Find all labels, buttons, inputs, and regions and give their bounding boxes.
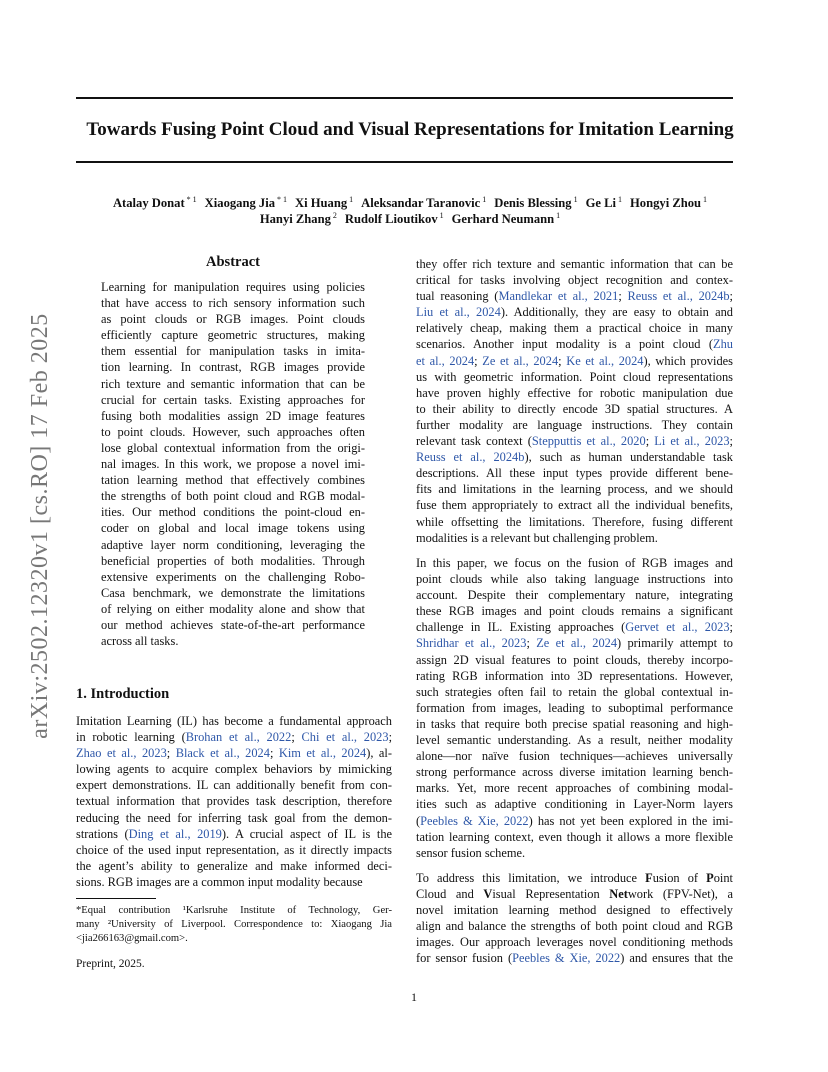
text-line [416, 603, 733, 619]
text-run: ; [618, 289, 628, 304]
text-run: the agent’s ability to generalize and make informed deci- [76, 858, 392, 873]
text-line [416, 449, 733, 465]
text-line [416, 433, 733, 449]
text-run: ; [729, 289, 733, 304]
text-line: that have access to rich sensory information such [101, 296, 365, 311]
title-rule-bottom [76, 161, 733, 163]
text-run: In this paper, we focus on the fusion of RGB images and [416, 556, 733, 570]
citation-link[interactable]: Zhu [713, 337, 733, 352]
text-run: expert demonstrations. IL can additionally benefit from con- [76, 778, 392, 793]
footnote-line: <jia266163@gmail.com>. [76, 933, 188, 945]
text-run: in tasks that require both precise spatial reasoning and high- [416, 716, 733, 731]
text-line: tion learning. In contrast, RGB images provide [101, 360, 365, 375]
text-run: ; [388, 730, 392, 745]
text-line [76, 793, 392, 809]
author-name-text: Denis Blessing [494, 196, 572, 211]
text-run: account. Despite their complementary nature, integrating [416, 588, 733, 603]
text-line [416, 732, 733, 748]
text-run: further modality are language instructions. They contain [416, 417, 733, 432]
page-number: 1 [411, 990, 417, 1004]
author-affiliation-mark: 1 [480, 195, 487, 204]
author-name-text: Gerhard Neumann [451, 212, 555, 227]
text-run: ; [526, 636, 537, 651]
author-name [452, 212, 561, 226]
citation-link[interactable]: Black et al., 2024 [175, 746, 270, 761]
citation-link[interactable]: Peebles & Xie, 2022 [512, 951, 621, 966]
text-run: ; [291, 730, 302, 745]
citation-link[interactable]: Ze et al., 2024 [536, 636, 618, 651]
author-affiliation-mark: 1 [571, 195, 578, 204]
text-run: strong performance across diverse imitation learning bench- [416, 765, 733, 780]
citation-link[interactable]: Shridhar et al., 2023 [416, 636, 527, 651]
text-line: efficiently capture geometric structures, making [101, 328, 365, 343]
text-line [416, 465, 733, 481]
author-affiliation-mark: * 1 [184, 195, 197, 204]
author-affiliation-mark: * 1 [275, 195, 287, 204]
author-name-text: Hanyi Zhang [259, 212, 331, 227]
preprint-note: Preprint, 2025. [76, 958, 145, 970]
author-name-text: Atalay Donat [112, 196, 185, 211]
text-line [416, 587, 733, 603]
text-line [416, 845, 733, 861]
text-line [76, 842, 392, 858]
text-run: marks. Yet, more recent approaches of combining modal- [416, 781, 733, 796]
author-affiliation-mark: 1 [554, 211, 561, 220]
text-line: fusing both modalities assign 2D image features [101, 408, 365, 423]
text-run: scenarios. Another input modality is a point cloud ( [416, 337, 714, 352]
text-line [416, 497, 733, 513]
text-line [416, 829, 733, 845]
right-column-paragraph-3 [416, 870, 733, 967]
text-line [416, 256, 733, 272]
text-run: have proven highly effective for robotic manipulation due [416, 385, 733, 400]
text-line [416, 796, 733, 812]
text-line: nal images. In this work, we propose a novel imi- [101, 457, 365, 472]
text-line [416, 401, 733, 417]
text-line: our method achieves state-of-the-art performance [101, 617, 365, 632]
text-line: extensive experiments on the challenging Robo- [101, 569, 365, 584]
text-run: ) has not yet been explored in the imi- [528, 813, 733, 828]
text-run: relatively cheap, making them a practical choice in many [416, 321, 733, 336]
author-affiliation-mark: 1 [701, 195, 708, 204]
author-name-text: Ge Li [585, 196, 616, 211]
text-line [416, 571, 733, 587]
text-line: Casa benchmark, we demonstrate the limitations [101, 585, 365, 600]
citation-link[interactable]: Mandlekar et al., 2021 [498, 289, 619, 304]
text-run: ; [729, 620, 733, 635]
text-line [416, 635, 733, 651]
text-run: point clouds while also taking language instructions into [416, 572, 733, 587]
citation-link[interactable]: Stepputtis et al., 2020 [531, 434, 646, 449]
text-line [416, 870, 733, 886]
text-line: beneficial properties of both modalities. Through [101, 553, 365, 568]
text-run: ; [269, 746, 279, 761]
citation-link[interactable]: Zhao et al., 2023 [76, 746, 167, 761]
text-line: of relying on either modality alone and show that [101, 601, 365, 616]
text-run: novel imitation learning method designed to effectively [416, 903, 733, 918]
text-line [416, 353, 733, 369]
citation-link[interactable]: Kim et al., 2024 [278, 746, 367, 761]
citation-link[interactable]: et al., 2024 [416, 353, 475, 368]
bold-letter: Net [609, 887, 628, 902]
text-line [416, 288, 733, 304]
text-line [76, 713, 392, 729]
footnote [76, 904, 392, 947]
text-run: assign 2D visual features to point clouds, thereby incorpo- [416, 652, 733, 667]
author-list-row-2 [40, 208, 780, 227]
text-run: to their ability to directly encode 3D spatial structures. A [416, 401, 733, 416]
text-run: formation from images, leading to suboptimal performance [416, 700, 733, 715]
text-line: to point clouds. However, such approaches often [101, 424, 365, 439]
text-run: images. Our approach leverages novel conditioning methods [416, 935, 733, 950]
citation-link[interactable]: Brohan et al., 2022 [185, 730, 292, 745]
text-run: strations ( [76, 826, 129, 841]
text-run: sensor fusion scheme. [416, 845, 526, 860]
text-run: To address this limitation, we introduce [416, 871, 646, 885]
right-column-paragraph-2 [416, 555, 733, 861]
text-line [416, 304, 733, 320]
abstract-body [101, 279, 365, 649]
text-line: adaptive layer norm conditioning, leveraging the [101, 537, 365, 552]
author-name [345, 212, 444, 226]
text-run: such strategies often fail to retain the global contextual in- [416, 684, 733, 699]
text-line [416, 385, 733, 401]
text-line: as point clouds or RGB images. Point clouds [101, 312, 365, 327]
text-line [76, 761, 392, 777]
text-run: these RGB images and point clouds remains a significant [416, 604, 733, 619]
citation-link[interactable]: Liu et al., 2024 [416, 305, 501, 320]
text-line: coder on global and local image tokens using [101, 521, 365, 536]
author-affiliation-mark: 1 [616, 195, 622, 204]
text-run: in robotic learning ( [76, 730, 186, 745]
citation-link[interactable]: Li et al., 2023 [654, 434, 730, 449]
footnote-line: many ²University of Liverpool. Correspondence to: Xiaogang Jia [76, 919, 392, 931]
text-line [416, 700, 733, 716]
footnote-rule [76, 898, 156, 899]
citation-link[interactable]: Chi et al., 2023 [301, 730, 389, 745]
text-line: the strengths of both point cloud and RGB modal- [101, 489, 365, 504]
text-run: ). A crucial aspect of IL is the [221, 826, 392, 841]
text-run: ities such as adaptive conditioning in Layer-Norm layers [416, 797, 733, 812]
text-line [416, 336, 733, 352]
text-line [416, 320, 733, 336]
text-line [416, 652, 733, 668]
citation-link[interactable]: Ze et al., 2024 [482, 353, 559, 368]
text-run: while offsetting the limitations. Therefore, fusing different [416, 514, 733, 529]
author-affiliation-mark: 2 [330, 211, 337, 220]
citation-link[interactable]: Ding et al., 2019 [128, 826, 222, 841]
text-line [416, 369, 733, 385]
text-line [416, 902, 733, 918]
author-name-text: Hongyi Zhou [630, 196, 702, 211]
text-run: ; [729, 434, 733, 449]
citation-link[interactable]: Reuss et al., 2024b [627, 289, 730, 304]
text-run: ). Additionally, they are easy to obtain and [500, 305, 733, 320]
author-name-text: Aleksandar Taranovic [361, 196, 481, 211]
text-run: ; [645, 434, 655, 449]
text-run: ), such as human understandable task [524, 450, 733, 465]
text-run: level semantic understanding. As a result, neither modality [416, 733, 733, 748]
text-line: ities. Our method conditions the point-cloud en- [101, 505, 365, 520]
citation-link[interactable]: Ke et al., 2024 [566, 353, 644, 368]
text-line [416, 417, 733, 433]
text-run: ), al- [366, 746, 392, 761]
text-run: textual information that provides task description, therefore [76, 794, 392, 809]
text-line [416, 555, 733, 571]
text-line [416, 780, 733, 796]
text-line: Learning for manipulation requires using policies [101, 280, 365, 294]
text-line [416, 619, 733, 635]
text-run: tation learning context, even though it allows a more flexible [416, 829, 733, 844]
citation-link[interactable]: Gervet et al., 2023 [625, 620, 730, 635]
text-line [416, 481, 733, 497]
text-run: us with geometric information. Point cloud representations [416, 369, 733, 384]
text-run: ; [166, 746, 176, 761]
text-line: crucial for certain tasks. Existing approaches for [101, 392, 365, 407]
abstract-heading: Abstract [206, 254, 260, 270]
text-run: lowing agents to acquire complex behaviors by mimicking [76, 762, 392, 777]
author-affiliation-mark: 1 [437, 211, 444, 220]
introduction-body [76, 713, 392, 890]
text-run: work (FPV-Net), a [627, 887, 733, 902]
text-run: ) primarily attempt to [617, 636, 733, 651]
text-run: descriptions. All these input types provide different bene- [416, 466, 733, 481]
text-run: ; [474, 353, 483, 368]
text-run: ; [558, 353, 567, 368]
text-line [416, 668, 733, 684]
author-name-text: Rudolf Lioutikov [344, 212, 438, 227]
text-run: challenge in IL. Existing approaches ( [416, 620, 626, 635]
text-line [76, 858, 392, 874]
paper-title: Towards Fusing Point Cloud and Visual Representations for Imitation Learning [86, 119, 734, 140]
text-line: tation learning method that effectively combines [101, 473, 365, 488]
text-line [76, 777, 392, 793]
text-run: isual Representation [492, 887, 610, 902]
text-run: fits and limitations in the learning process, and we should [416, 482, 733, 497]
text-run: rating RGB information into 3D representations. However, [416, 668, 733, 683]
text-run: relevant task context ( [416, 434, 532, 449]
text-run: reducing the need for inferring task goal from the demon- [76, 810, 392, 825]
introduction-heading: 1. Introduction [76, 686, 170, 702]
text-run: tual reasoning ( [416, 289, 499, 304]
text-line [76, 826, 392, 842]
text-run: sions. RGB images are a common input modality because [76, 874, 363, 889]
text-line [416, 918, 733, 934]
text-line: lose global contextual information from the origi- [101, 440, 365, 455]
text-run: Cloud and [416, 887, 484, 902]
text-run: oint [713, 871, 733, 885]
text-line: them essential for manipulation tasks in imita- [101, 344, 365, 359]
arxiv-stamp: arXiv:2502.12320v1 [cs.RO] 17 Feb 2025 [27, 313, 53, 739]
text-line [416, 813, 733, 829]
author-affiliation-mark: 1 [347, 195, 354, 204]
citation-link[interactable]: Reuss et al., 2024b [416, 450, 525, 465]
text-run: Imitation Learning (IL) has become a fundamental approach [76, 714, 392, 728]
right-column-paragraph-1 [416, 256, 733, 546]
citation-link[interactable]: Peebles & Xie, 2022 [420, 813, 529, 828]
text-line [76, 810, 392, 826]
text-run: modalities is a relevant but challenging problem. [416, 530, 658, 545]
text-run: for sensor fusion ( [416, 951, 513, 966]
text-line [416, 934, 733, 950]
text-run: choice of the used input representation, as it directly impacts [76, 842, 392, 857]
text-line [416, 748, 733, 764]
text-run: ( [416, 813, 421, 828]
title-rule-top [76, 97, 733, 99]
author-name [260, 212, 337, 226]
text-run: they offer rich texture and semantic information that can be [416, 257, 733, 271]
author-name-text: Xiaogang Jia [204, 196, 275, 211]
text-run: alone—nor naïve fusion techniques—achieves universally [416, 749, 733, 764]
text-line [416, 886, 733, 902]
text-line [416, 514, 733, 530]
text-run: critical for tasks involving object recognition and contex- [416, 273, 733, 288]
text-run: align and balance the strengths of both point cloud and RGB [416, 919, 733, 934]
footnote-line: *Equal contribution ¹Karlsruhe Institute of Technology, Ger- [76, 905, 392, 916]
text-run: ) and ensures that the [620, 951, 733, 966]
bold-letter: P [706, 871, 714, 885]
text-line [416, 684, 733, 700]
text-line [76, 745, 392, 761]
text-line [416, 272, 733, 288]
text-line: rich texture and semantic information that can be [101, 376, 365, 391]
text-line [416, 950, 733, 966]
bold-letter: V [483, 887, 493, 902]
text-line [416, 530, 733, 546]
text-run: usion of [652, 871, 707, 885]
text-line [76, 874, 392, 890]
text-line [416, 764, 733, 780]
text-line: across all tasks. [101, 634, 179, 649]
text-run: fuse them appropriately to extract all the individual benefits, [416, 498, 733, 513]
bold-letter: F [645, 871, 653, 885]
author-name-text: Xi Huang [295, 196, 348, 211]
text-line [76, 729, 392, 745]
text-line [416, 716, 733, 732]
text-run: ), which provides [643, 353, 733, 368]
